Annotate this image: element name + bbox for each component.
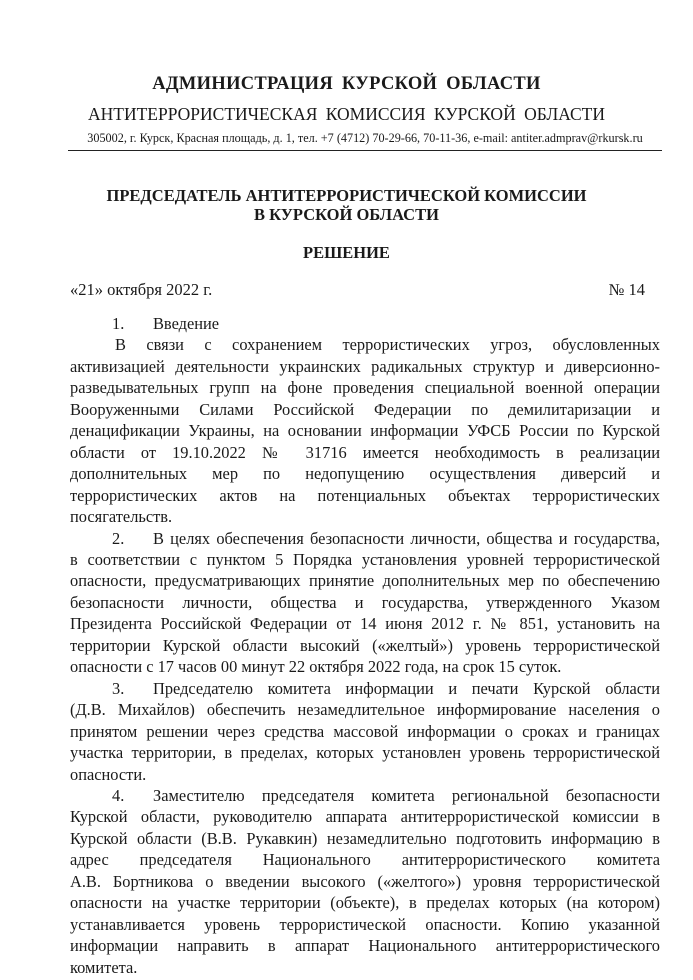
text-line: террористических актов на потенциальных объектах террористических [70,485,660,505]
text-line: Заместителю председателя комитета региональной безопасности [153,785,660,805]
text-line: В связи с сохранением террористических угроз, обусловленных [115,335,660,355]
text-line: (Д.В. Михайлов) обеспечить незамедлительное информирование населения о [70,700,660,720]
item-4 [70,785,660,978]
heading-line-1: ПРЕДСЕДАТЕЛЬ АНТИТЕРРОРИСТИЧЕСКОЙ КОМИССИИ [106,186,587,205]
commission-title: АНТИТЕРРОРИСТИЧЕСКАЯ КОМИССИЯ КУРСКОЙ ОБЛАСТИ [88,104,605,124]
item-number: 3. [112,678,125,698]
text-line: посягательств. [70,507,173,527]
text-line: В целях обеспечения безопасности личности, общества и государства, [153,528,660,548]
item-number-line [70,678,660,699]
text-line: опасности с 17 часов 00 минут 22 октября 2022 года, на срок 15 суток. [70,657,562,677]
text-line: активизацией деятельности украинских радикальных структур и диверсионно- [70,356,660,376]
document-date: «21» октября 2022 г. [70,280,213,299]
heading-line-2: В КУРСКОЙ ОБЛАСТИ [254,205,439,224]
text-line: дополнительных мер по недопущению осуществления диверсий и [70,464,660,484]
text-line: области от 19.10.2022 № 31716 имеется необходимость в реализации [70,442,660,462]
address-line: 305002, г. Курск, Красная площадь, д. 1, тел. +7 (4712) 70-29-66, 70-11-36, e-mail: antiter.admprav@rkursk.ru [87,131,643,145]
header-divider [68,150,662,151]
text-line: комитета. [70,957,138,977]
item-number-line [70,528,660,549]
text-line: опасности. [70,764,147,784]
text-line: денацификации Украины, на основании информации УФСБ России по Курской [70,421,660,441]
text-line: Президента Российской Федерации от 14 июня 2012 г. № 851, установить на [70,614,660,634]
text-line: разведывательных групп на фоне проведения специальной военной операции [70,378,660,398]
item-number: 4. [112,785,125,805]
document-body [70,313,660,978]
text-line: А.В. Бортникова о введении высокого («желтого») уровня террористической [70,871,660,891]
text-line: опасности на участке территории (объекте), в пределах которых (на котором) [70,893,660,913]
item-3 [70,678,660,785]
text-line: информации направить в аппарат Национального антитеррористического [70,936,660,956]
text-line: Курской области, руководителю аппарата антитеррористической комиссии в [70,807,660,827]
text-line: Курской области (В.В. Рукавкин) незамедлительно подготовить информацию в [70,828,660,848]
item-number: 2. [112,528,125,548]
text-line: принятом решении через средства массовой информации о сроках и границах [70,721,660,741]
document-number: № 14 [608,280,645,299]
text-line: территории Курской области высокий («желтый») уровень террористической [70,635,660,655]
document-heading [0,186,693,224]
text-line: устанавливается уровень террористической опасности. Копию указанной [70,914,660,934]
item-heading: Введение [153,314,220,333]
item-number-line [70,785,660,806]
text-line: Председателю комитета информации и печати Курской области [153,678,660,698]
item-number: 1. [112,314,125,333]
item-number-line [70,313,660,334]
text-line: участка территории, в пределах, которых установлен уровень террористической [70,743,660,763]
text-line: безопасности личности, общества и государства, утвержденного Указом [70,592,660,612]
document-type: РЕШЕНИЕ [303,243,390,262]
text-line: в соответствии с пунктом 5 Порядка установления уровней террористической [70,549,660,569]
text-line: Вооруженными Силами Российской Федерации по демилитаризации и [70,399,660,419]
text-line: адрес председателя Национального антитеррористического комитета [70,850,660,870]
org-title: АДМИНИСТРАЦИЯ КУРСКОЙ ОБЛАСТИ [152,74,541,94]
item-1 [70,313,660,528]
item-2 [70,528,660,678]
text-line: опасности, предусматривающих принятие дополнительных мер по обеспечению [70,571,660,591]
